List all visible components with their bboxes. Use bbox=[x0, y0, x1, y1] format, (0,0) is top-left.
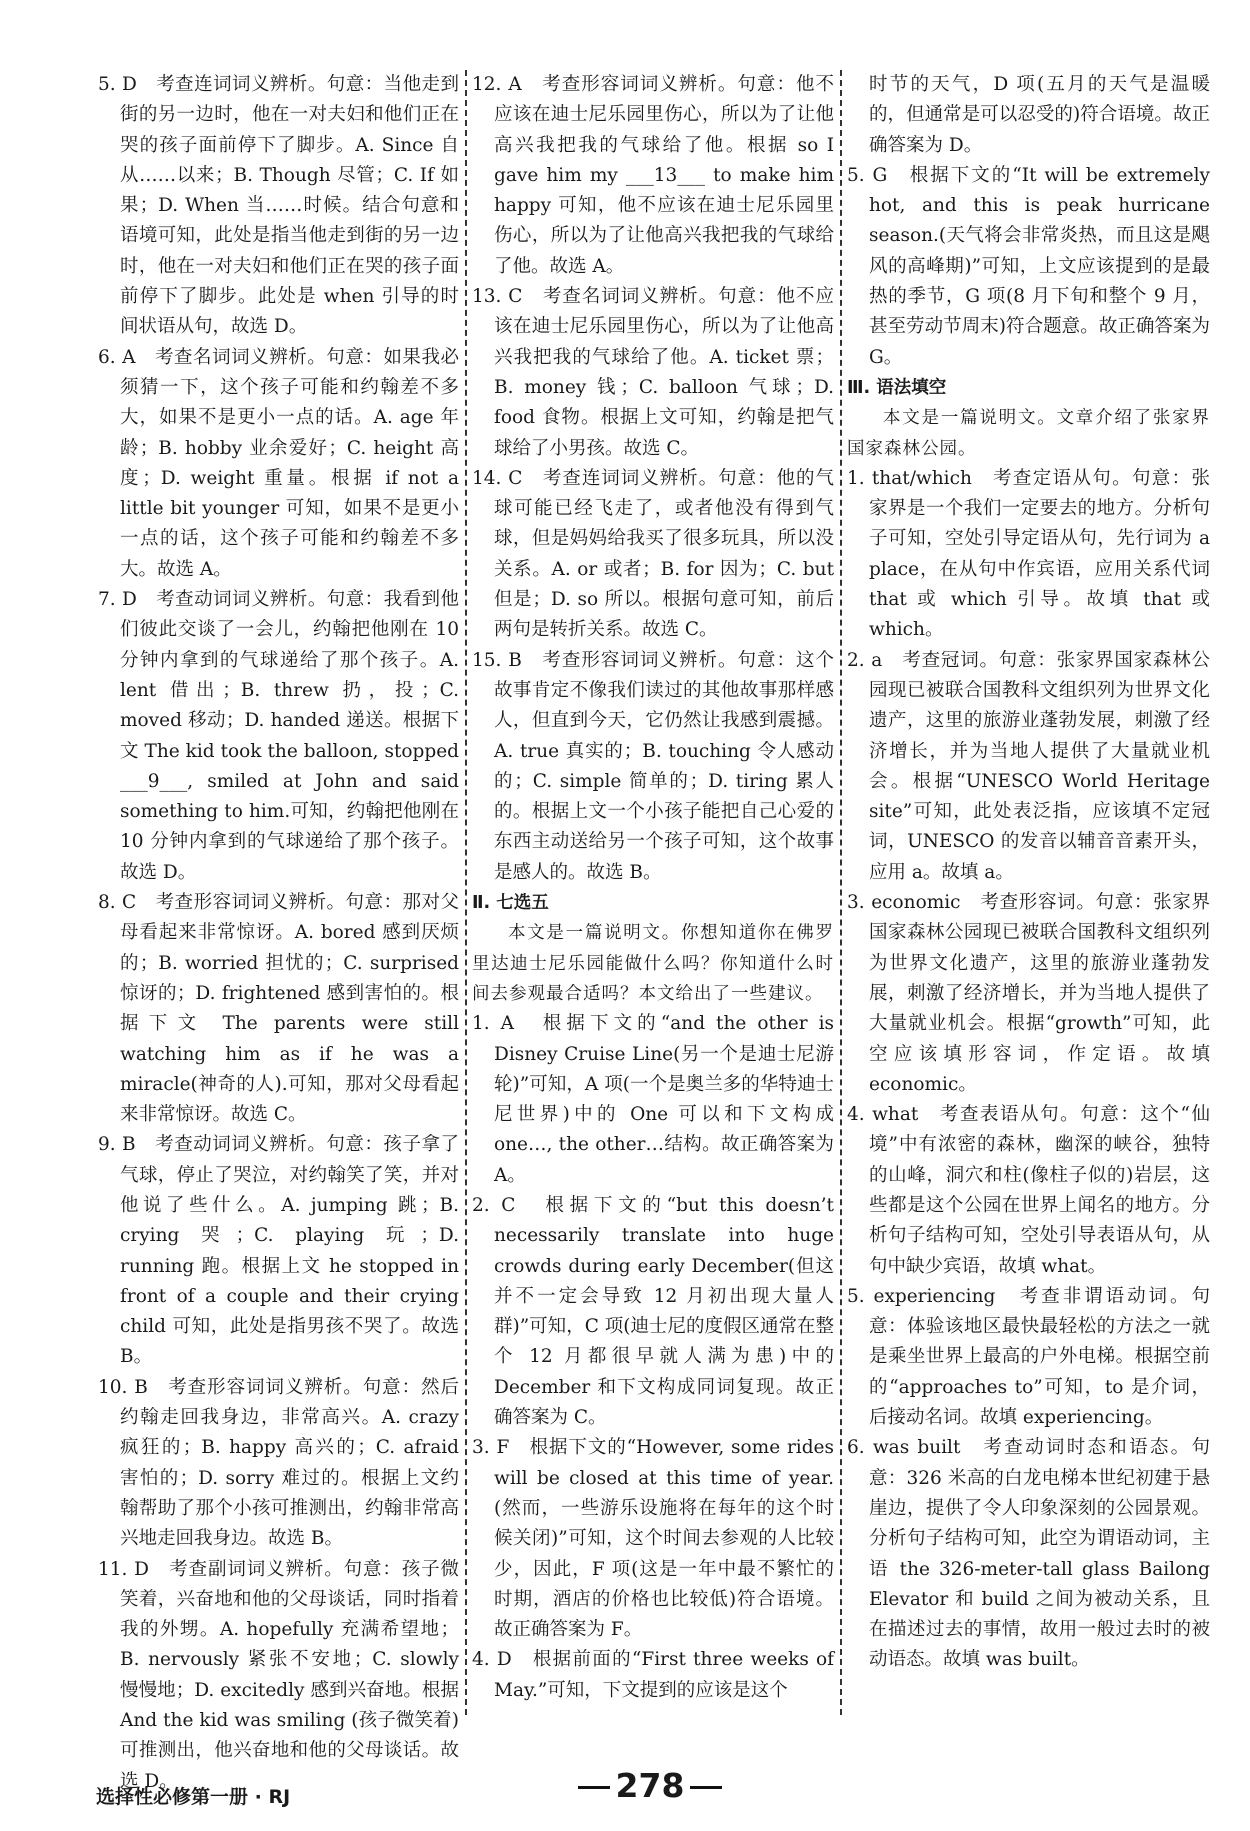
column-right bbox=[847, 70, 1210, 1720]
page-number-text: 278 bbox=[615, 1766, 685, 1805]
answer-item: 13. C 考查名词词义辨析。句意：他不应该在迪士尼乐园里伤心，所以为了让他高兴我把我的气球给了他。A. ticket 票；B. money 钱；C. balloon 气球；D. food 食物。根据上文可知，约翰是把气球给了小男孩。故选 C。 bbox=[472, 286, 834, 459]
answer-item: 2. C 根据下文的“but this doesn’t necessarily translate into huge crowds during early December(但这并不一定会导致 12 月初出现大量人群)”可知，C 项(迪士尼的度假区通常在整个 12 月都很早就人满为患)中的 December 和下文构成同词复现。故正确答案为 C。 bbox=[472, 1194, 834, 1429]
answer-item: 11. D 考查副词词义辨析。句意：孩子微笑着，兴奋地和他的父母谈话，同时指着我的外甥。A. hopefully 充满希望地；B. nervously 紧张不安地；C. slowly 慢慢地；D. excitedly 感到兴奋地。根据 And the kid was smiling (孩子微笑着)可推测出，他兴奋地和他的父母谈话。故选 D。 bbox=[98, 1558, 459, 1792]
answer-item: 6. was built 考查动词时态和语态。句意：326 米高的白龙电梯本世纪初建于悬崖边，提供了令人印象深刻的公园景观。分析句子结构可知，此空为谓语动词，主语 the 326-meter-tall glass Bailong Elevator 和 build 之间为被动关系，且在描述过去的事情，故用一般过去时的被动语态。故填 was built。 bbox=[847, 1437, 1210, 1671]
page-number bbox=[560, 1766, 740, 1805]
section-heading: Ⅱ. 七选五 bbox=[472, 893, 549, 914]
page-number-dash bbox=[690, 1786, 722, 1789]
answer-item: 2. a 考查冠词。句意：张家界国家森林公园现已被联合国教科文组织列为世界文化遗产，这里的旅游业蓬勃发展，刺激了经济增长，并为当地人提供了大量就业机会。根据“UNESCO World Heritage site”可知，此处表泛指，应该填不定冠词，UNESCO 的发音以辅音音素开头，应用 a。故填 a。 bbox=[847, 649, 1210, 883]
answer-item: 14. C 考查连词词义辨析。句意：他的气球可能已经飞走了，或者他没有得到气球，但是妈妈给我买了很多玩具，所以没关系。A. or 或者；B. for 因为；C. but 但是；D. so 所以。根据句意可知，前后两句是转折关系。故选 C。 bbox=[472, 467, 834, 641]
answer-item: 5. D 考查连词词义辨析。句意：当他走到街的另一边时，他在一对夫妇和他们正在哭的孩子面前停下了脚步。A. Since 自从……以来；B. Though 尽管；C. If 如果；D. When 当……时候。结合句意和语境可知，此处是指当他走到街的另一边时，他在一对夫妇和他们正在哭的孩子面前停下了脚步。此处是 when 引导的时间状语从句，故选 D。 bbox=[98, 74, 459, 338]
answer-item: 9. B 考查动词词义辨析。句意：孩子拿了气球，停止了哭泣，对约翰笑了笑，并对他说了些什么。A. jumping 跳；B. crying 哭；C. playing 玩；D. running 跑。根据上文 he stopped in front of a couple and their crying child 可知，此处是指男孩不哭了。故选 B。 bbox=[98, 1134, 459, 1368]
passage-summary: 本文是一篇说明文。文章介绍了张家界国家森林公园。 bbox=[847, 408, 1210, 459]
column-divider bbox=[840, 70, 842, 1715]
answer-item: 3. economic 考查形容词。句意：张家界国家森林公园现已被联合国教科文组织列为世界文化遗产，这里的旅游业蓬勃发展，刺激了经济增长，并为当地人提供了大量就业机会。根据“growth”可知，此空应该填形容词，作定语。故填 economic。 bbox=[847, 892, 1210, 1095]
section-heading: Ⅲ. 语法填空 bbox=[847, 377, 947, 398]
answer-item: 时节的天气，D 项(五月的天气是温暖的，但通常是可以忍受的)符合语境。故正确答案为 D。 bbox=[869, 74, 1210, 156]
answer-item: 8. C 考查形容词词义辨析。句意：那对父母看起来非常惊讶。A. bored 感到厌烦的；B. worried 担忧的；C. surprised 惊讶的；D. frightened 感到害怕的。根据下文 The parents were still watching him as if he was a miracle(神奇的人).可知，那对父母看起来非常惊讶。故选 C。 bbox=[98, 892, 459, 1126]
column-left bbox=[98, 70, 459, 1792]
page-number-dash bbox=[578, 1786, 610, 1789]
answer-item: 1. A 根据下文的“and the other is Disney Cruise Line(另一个是迪士尼游轮)”可知，A 项(一个是奥兰多的华特迪士尼世界)中的 One 可以和下文构成 one…, the other…结构。故正确答案为 A。 bbox=[472, 1013, 834, 1186]
answer-item: 3. F 根据下文的“However, some rides will be closed at this time of year.(然而，一些游乐设施将在每年的这个时候关闭)”可知，这个时间去参观的人比较少，因此，F 项(这是一年中最不繁忙的时期，酒店的价格也比较低)符合语境。故正确答案为 F。 bbox=[472, 1437, 834, 1641]
passage-summary: 本文是一篇说明文。你想知道你在佛罗里达迪士尼乐园能做什么吗？你知道什么时间去参观最合适吗？本文给出了一些建议。 bbox=[472, 923, 834, 1004]
answer-item: 6. A 考查名词词义辨析。句意：如果我必须猜一下，这个孩子可能和约翰差不多大，如果不是更小一点的话。A. age 年龄；B. hobby 业余爱好；C. height 高度；D. weight 重量。根据 if not a little bit younger 可知，如果不是更小一点的话，这个孩子可能和约翰差不多大。故选 A。 bbox=[98, 346, 459, 580]
answer-item: 5. experiencing 考查非谓语动词。句意：体验该地区最快最轻松的方法之一就是乘坐世界上最高的户外电梯。根据空前的“approaches to”可知，to 是介词，后接动名词。故填 experiencing。 bbox=[847, 1285, 1210, 1429]
answer-item: 7. D 考查动词词义辨析。句意：我看到他们彼此交谈了一会儿，约翰把他刚在 10 分钟内拿到的气球递给了那个孩子。A. lent 借出；B. threw 扔，投；C. moved 移动；D. handed 递送。根据下文 The kid took the balloon, stopped ___9___, smiled at John and said something to him.可知，约翰把他刚在 10 分钟内拿到的气球递给了那个孩子。故选 D。 bbox=[98, 589, 459, 883]
answer-item: 4. what 考查表语从句。句意：这个“仙境”中有浓密的森林，幽深的峡谷，独特的山峰，洞穴和柱(像柱子似的)岩层，这些都是这个公园在世界上闻名的地方。分析句子结构可知，空处引导表语从句，从句中缺少宾语，故填 what。 bbox=[847, 1104, 1210, 1277]
answer-item: 12. A 考查形容词词义辨析。句意：他不应该在迪士尼乐园里伤心，所以为了让他高兴我把我的气球给了他。根据 so I gave him my ___13___ to make him happy 可知，他不应该在迪士尼乐园里伤心，所以为了让他高兴我把我的气球给了他。故选 A。 bbox=[472, 74, 834, 277]
column-middle bbox=[472, 70, 834, 1720]
answer-item: 4. D 根据前面的“First three weeks of May.”可知，下文提到的应该是这个 bbox=[472, 1649, 834, 1701]
answer-item: 1. that/which 考查定语从句。句意：张家界是一个我们一定要去的地方。分析句子可知，空处引导定语从句，先行词为 a place，在从句中作宾语，应用关系代词 that 或 which 引导。故填 that 或 which。 bbox=[847, 467, 1210, 641]
book-label: 选择性必修第一册 · RJ bbox=[96, 1786, 291, 1808]
column-divider bbox=[465, 70, 467, 1715]
answer-item: 5. G 根据下文的“It will be extremely hot, and this is peak hurricane season.(天气将会非常炎热，而且这是飓风的高峰期)”可知，上文应该提到的是最热的季节，G 项(8 月下旬和整个 9 月，甚至劳动节周末)符合题意。故正确答案为 G。 bbox=[847, 164, 1210, 368]
answer-item: 10. B 考查形容词词义辨析。句意：然后约翰走回我身边，非常高兴。A. crazy 疯狂的；B. happy 高兴的；C. afraid 害怕的；D. sorry 难过的。根据上文约翰帮助了那个小孩可推测出，约翰非常高兴地走回我身边。故选 B。 bbox=[98, 1376, 459, 1550]
answer-item: 15. B 考查形容词词义辨析。句意：这个故事肯定不像我们读过的其他故事那样感人，但直到今天，它仍然让我感到震撼。A. true 真实的；B. touching 令人感动的；C. simple 简单的；D. tiring 累人的。根据上文一个小孩子能把自己心爱的东西主动送给另一个孩子可知，这个故事是感人的。故选 B。 bbox=[472, 649, 834, 883]
